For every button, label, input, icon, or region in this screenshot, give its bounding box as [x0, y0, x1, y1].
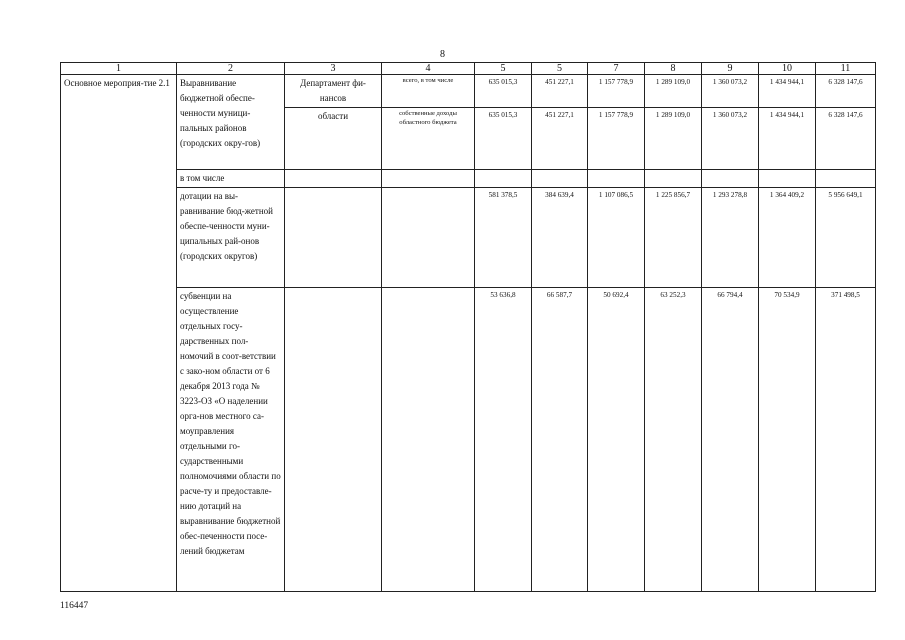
- page-number: 8: [440, 49, 445, 60]
- value-cell: 5 956 649,1: [816, 188, 876, 288]
- empty-cell: [475, 170, 532, 188]
- value-cell: 451 227,1: [532, 108, 588, 170]
- table-row: [61, 75, 876, 108]
- empty-cell: [285, 188, 382, 288]
- measure-name-cell: Основное мероприя-тие 2.1: [61, 75, 177, 592]
- empty-cell: [759, 170, 816, 188]
- empty-cell: [816, 170, 876, 188]
- empty-cell: [285, 288, 382, 592]
- value-cell: 371 498,5: [816, 288, 876, 592]
- value-cell: 63 252,3: [645, 288, 702, 592]
- value-cell: 1 360 073,2: [702, 108, 759, 170]
- value-cell: 1 293 278,8: [702, 188, 759, 288]
- item-name-cell: дотации на вы-равнивание бюд-жетной обеспе-ченности муни-ципальных рай-онов (городских округов): [177, 188, 285, 288]
- funding-source-cell: всего, в том числе: [382, 75, 475, 108]
- empty-cell: [645, 170, 702, 188]
- header-cell: 4: [382, 63, 475, 75]
- value-cell: 53 636,8: [475, 288, 532, 592]
- value-cell: 635 015,3: [475, 75, 532, 108]
- empty-cell: [382, 170, 475, 188]
- header-row: [61, 63, 876, 75]
- header-cell: 5: [475, 63, 532, 75]
- header-cell: 10: [759, 63, 816, 75]
- empty-cell: [382, 288, 475, 592]
- budget-table: [60, 62, 876, 592]
- value-cell: 1 157 778,9: [588, 108, 645, 170]
- value-cell: 1 364 409,2: [759, 188, 816, 288]
- value-cell: 70 534,9: [759, 288, 816, 592]
- header-cell: 8: [645, 63, 702, 75]
- value-cell: 384 639,4: [532, 188, 588, 288]
- value-cell: 1 107 086,5: [588, 188, 645, 288]
- header-cell: 2: [177, 63, 285, 75]
- measure-title-cell: Выравнивание бюджетной обеспе-ченности муници-пальных районов (городских окру-гов): [177, 75, 285, 170]
- value-cell: 451 227,1: [532, 75, 588, 108]
- document-code: 116447: [60, 601, 89, 611]
- value-cell: 6 328 147,6: [816, 75, 876, 108]
- table-row: [61, 170, 876, 188]
- table-row: [61, 288, 876, 592]
- header-cell: 5: [532, 63, 588, 75]
- value-cell: 66 587,7: [532, 288, 588, 592]
- header-cell: 1: [61, 63, 177, 75]
- value-cell: 1 289 109,0: [645, 75, 702, 108]
- subheading-cell: в том числе: [177, 170, 285, 188]
- value-cell: 1 360 073,2: [702, 75, 759, 108]
- header-cell: 3: [285, 63, 382, 75]
- department-cell: области: [285, 108, 382, 170]
- value-cell: 1 225 856,7: [645, 188, 702, 288]
- empty-cell: [702, 170, 759, 188]
- value-cell: 1 289 109,0: [645, 108, 702, 170]
- department-cell: Департамент фи-нансов: [285, 75, 382, 108]
- value-cell: 50 692,4: [588, 288, 645, 592]
- table-row: [61, 188, 876, 288]
- funding-source-cell: собственные доходы областного бюджета: [382, 108, 475, 170]
- header-cell: 11: [816, 63, 876, 75]
- empty-cell: [285, 170, 382, 188]
- value-cell: 581 378,5: [475, 188, 532, 288]
- value-cell: 6 328 147,6: [816, 108, 876, 170]
- value-cell: 1 157 778,9: [588, 75, 645, 108]
- value-cell: 635 015,3: [475, 108, 532, 170]
- empty-cell: [532, 170, 588, 188]
- value-cell: 1 434 944,1: [759, 108, 816, 170]
- item-name-cell: субвенции на осуществление отдельных госу-дарственных пол-номочий в соот-ветствии с зако-ном области от 6 декабря 2013 года № 3223-ОЗ «О наделении орга-нов местного са-моуправления отдельными го-сударственными полномочиями области по расче-ту и предоставле-нию дотаций на выравнивание бюджетной обес-печенности посе-лений бюджетам: [177, 288, 285, 592]
- empty-cell: [382, 188, 475, 288]
- empty-cell: [588, 170, 645, 188]
- header-cell: 7: [588, 63, 645, 75]
- header-cell: 9: [702, 63, 759, 75]
- value-cell: 1 434 944,1: [759, 75, 816, 108]
- value-cell: 66 794,4: [702, 288, 759, 592]
